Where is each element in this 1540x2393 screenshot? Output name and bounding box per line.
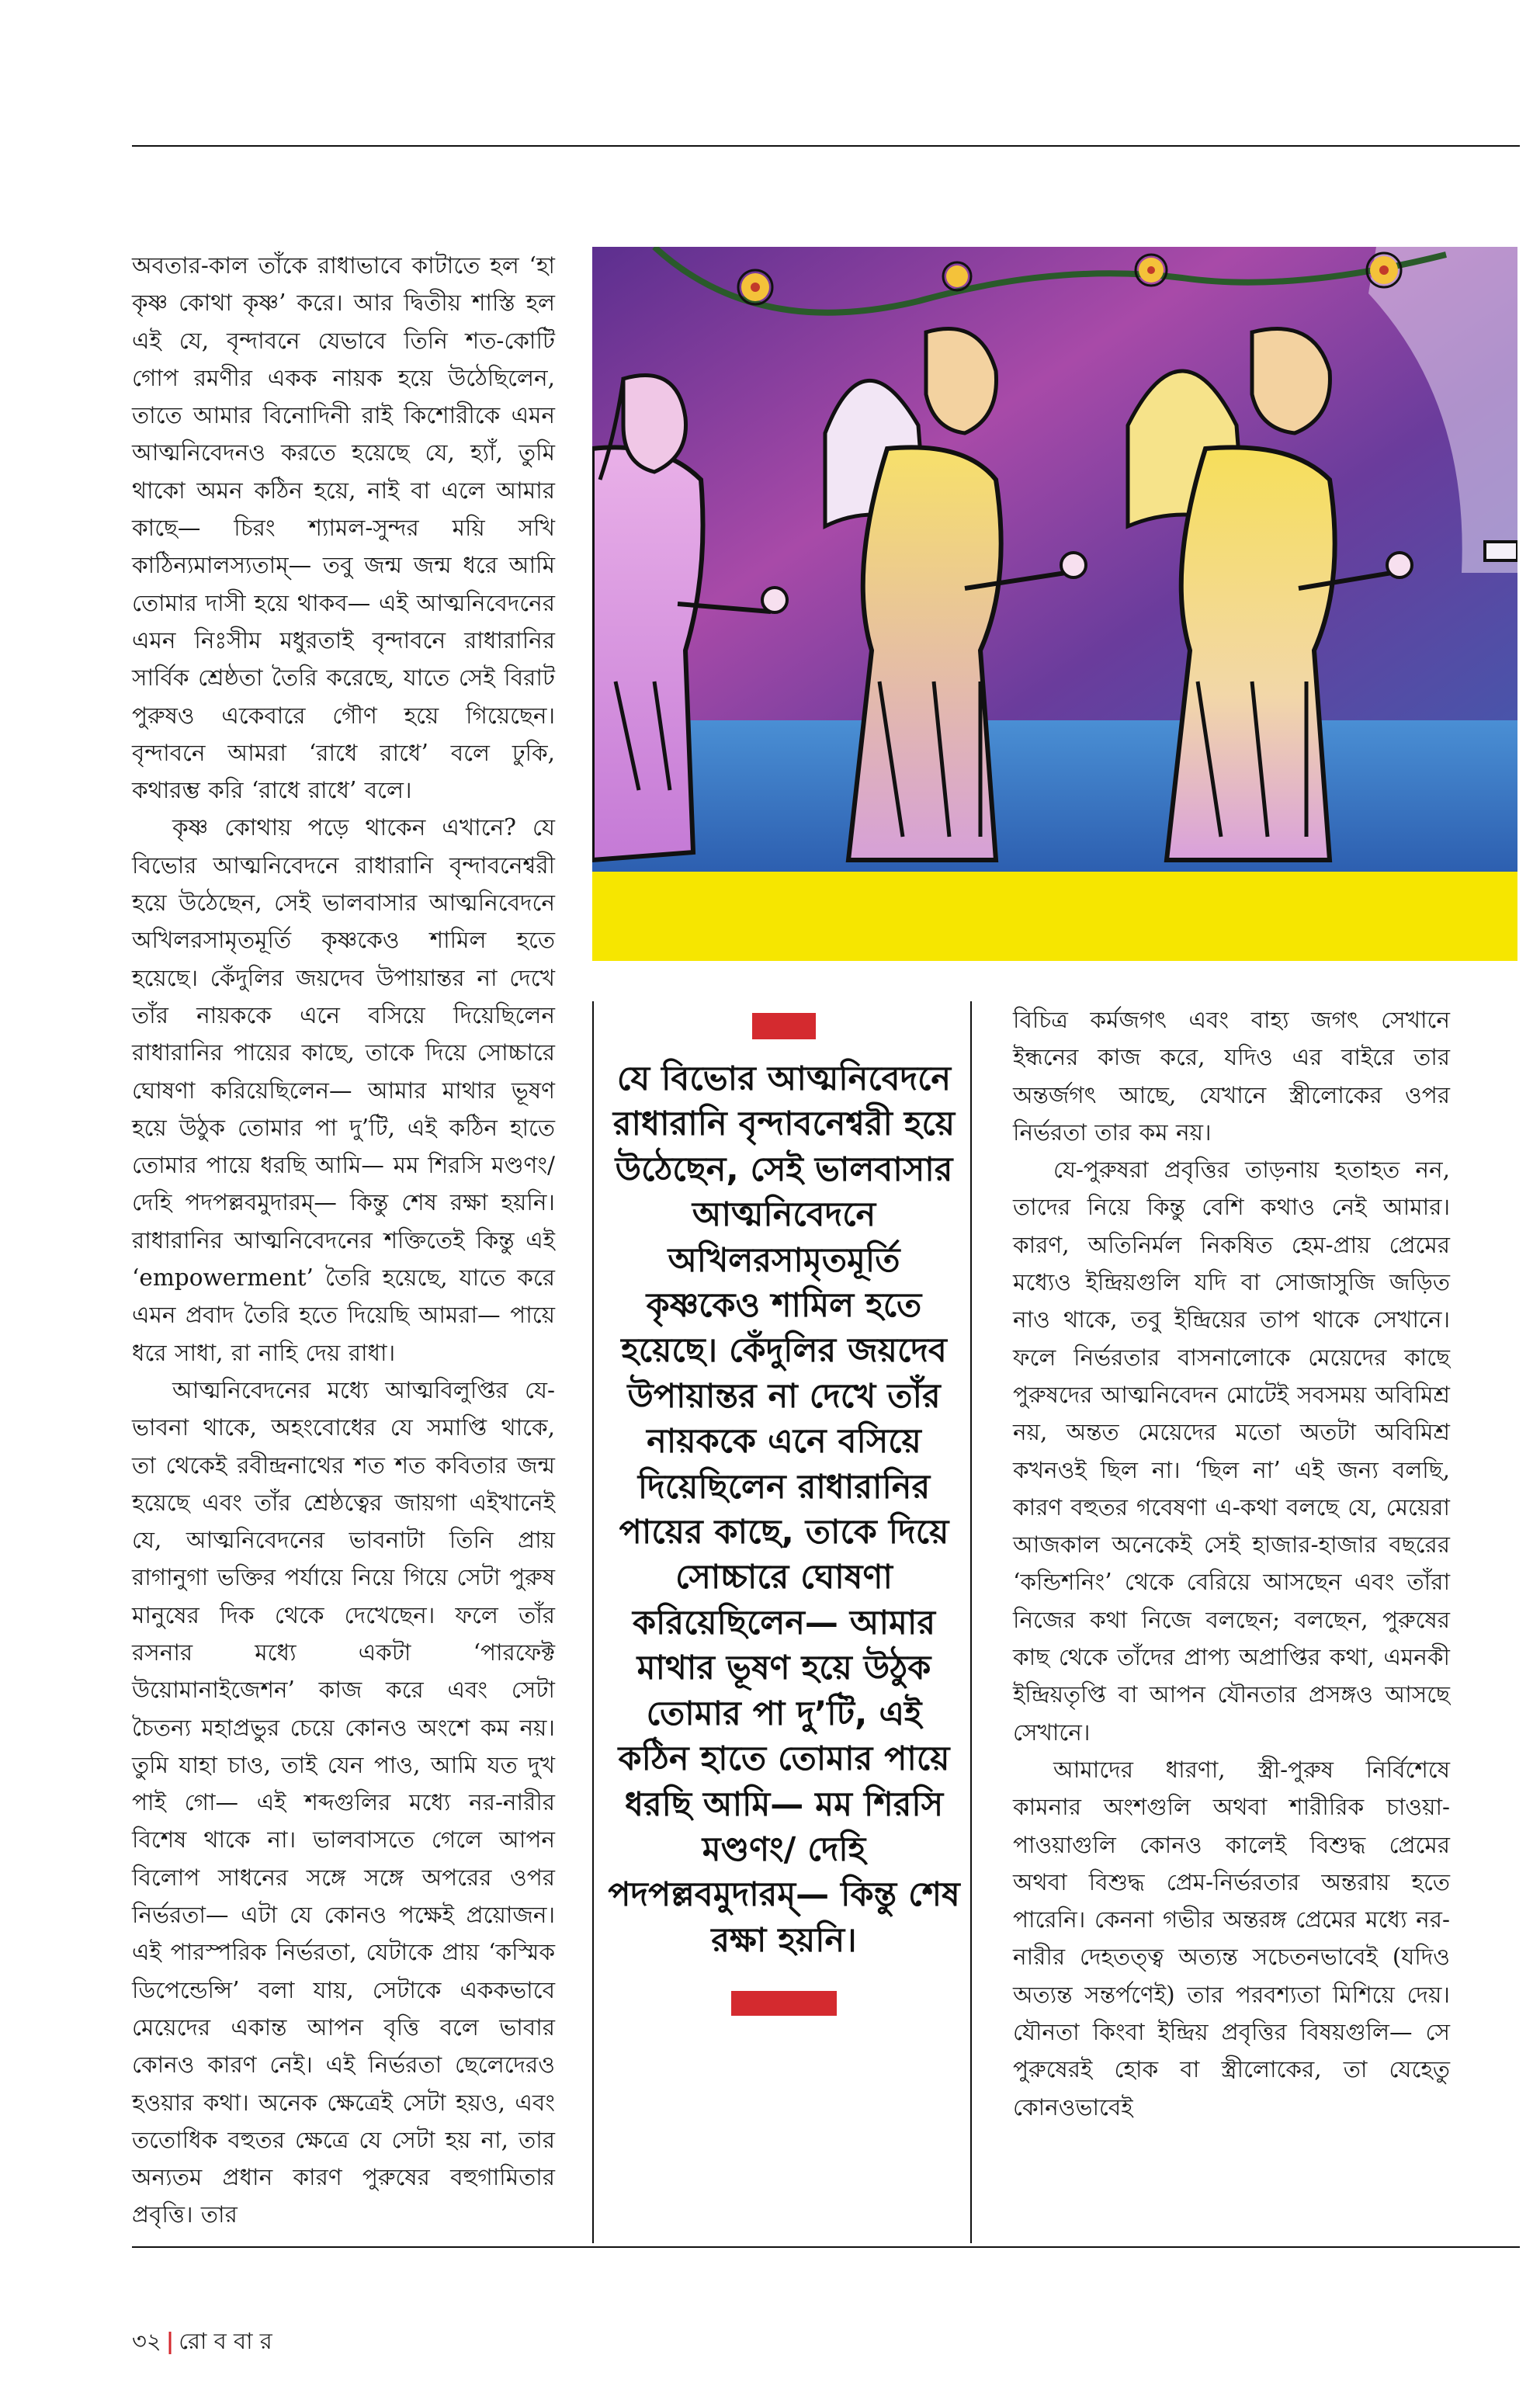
- paragraph: কৃষ্ণ কোথায় পড়ে থাকেন এখানে? যে বিভোর আত্মনিবেদনে রাধারানি বৃন্দাবনেশ্বরী হয়ে উঠেছেন, সেই ভালবাসার আত্মনিবেদনে অখিলরসামৃতমূর্তি কৃষ্ণকেও শামিল হতে হয়েছে। কেঁদুলির জয়দেব উপায়ান্তর না দেখে তাঁর নায়ককে এনে বসিয়ে দিয়েছিলেন রাধারানির পায়ের কাছে, তাকে দিয়ে সোচ্চারে ঘোষণা করিয়েছিলেন— আমার মাথার ভূষণ হয়ে উঠুক তোমার পা দু’টি, এই কঠিন হাতে তোমার পায়ে ধরছি আমি— মম শিরসি মণ্ডণং/ দেহি পদপল্লবমুদারম্— কিন্তু শেষ রক্ষা হয়নি। রাধারানির আত্মনিবেদনের শক্তিতেই কিন্তু এই ‘empowerment’ তৈরি হয়েছে, যাতে করে এমন প্রবাদ তৈরি হতে দিয়েছি আমরা— পায়ে ধরে সাধা, রা নাহি দেয় রাধা।: [132, 814, 555, 1366]
- yellow-banner: [592, 872, 1517, 961]
- flower-icon: [943, 262, 971, 290]
- painting-ground: [592, 720, 1517, 872]
- flower-icon: [738, 270, 772, 304]
- footer-separator: |: [165, 2328, 175, 2354]
- flower-icon: [1367, 253, 1401, 287]
- column-rule-right: [970, 1001, 972, 2243]
- paragraph: আত্মনিবেদনের মধ্যে আত্মবিলুপ্তির যে-ভাবনা থাকে, অহংবোধের যে সমাপ্তি থাকে, তা থেকেই রবীন্দ্রনাথের শত শত কবিতার জন্ম হয়েছে এবং তাঁর শ্রেষ্ঠত্বের জায়গা এইখানেই যে, আত্মনিবেদনের ভাবনাটা তিনি প্রায় রাগানুগা ভক্তির পর্যায়ে নিয়ে গিয়ে সেটা পুরুষ মানুষের দিক থেকে দেখেছেন। ফলে তাঁর রসনার মধ্যে একটা ‘পারফেক্ট উয়োমানাইজেশন’ কাজ করে এবং সেটা চৈতন্য মহাপ্রভুর চেয়ে কোনও অংশে কম নয়। তুমি যাহা চাও, তাই যেন পাও, আমি যত দুখ পাই গো— এই শব্দগুলির মধ্যে নর-নারীর বিশেষ থাকে না। ভালবাসতে গেলে আপন বিলোপ সাধনের সঙ্গে সঙ্গে অপরের ওপর নির্ভরতা— এটা যে কোনও পক্ষেই প্রয়োজন। এই পারস্পরিক নির্ভরতা, যেটাকে প্রায় ‘কস্মিক ডিপেন্ডেন্সি’ বলা যায়, সেটাকে এককভাবে মেয়েদের একান্ত আপন বৃত্তি বলে ভাবার কোনও কারণ নেই। এই নির্ভরতা ছেলেদেরও হওয়ার কথা। অনেক ক্ষেত্রেই সেটা হয়ও, এবং ততোধিক বহুতর ক্ষেত্রে যে সেটা হয় না, তার অন্যতম প্রধান কারণ পুরুষের বহুগামিতার প্রবৃত্তি। তার: [132, 1376, 555, 2228]
- left-column: [132, 247, 555, 2234]
- column-rule-left: [592, 1001, 594, 2243]
- paragraph: যে-পুরুষরা প্রবৃত্তির তাড়নায় হতাহত নন, তাদের নিয়ে কিন্তু বেশি কথাও নেই আমার। কারণ, অতিনির্মল নিকষিত হেম-প্রায় প্রেমের মধ্যেও ইন্দ্রিয়গুলি যদি বা সোজাসুজি জড়িত নাও থাকে, তবু ইন্দ্রিয়ের তাপ থাকে সেখানে। ফলে নির্ভরতার বাসনালোকে মেয়েদের কাছে পুরুষদের আত্মনিবেদন মোটেই সবসময় অবিমিশ্র নয়, অন্তত মেয়েদের মতো অতটা অবিমিশ্র কখনওই ছিল না। ‘ছিল না’ এই জন্য বলছি, কারণ বহুতর গবেষণা এ-কথা বলছে যে, মেয়েরা আজকাল অনেকেই সেই হাজার-হাজার বছরের ‘কন্ডিশনিং’ থেকে বেরিয়ে আসছেন এবং তাঁরা নিজের কথা নিজে বলছেন; বলছেন, পুরুষের কাছ থেকে তাঁদের প্রাপ্য অপ্রাপ্তির কথা, এমনকী ইন্দ্রিয়তৃপ্তি বা আপন যৌনতার প্রসঙ্গও আসছে সেখানে।: [1013, 1157, 1450, 1746]
- flower-icon: [1136, 255, 1167, 286]
- top-rule: [132, 145, 1520, 147]
- pull-quote-bottom-bar: [731, 1991, 837, 2016]
- bottom-rule: [132, 2246, 1520, 2248]
- paragraph: অবতার-কাল তাঁকে রাধাভাবে কাটাতে হল ‘হা কৃষ্ণ কোথা কৃষ্ণ’ করে। আর দ্বিতীয় শাস্তি হল এই যে, বৃন্দাবনে যেভাবে তিনি শত-কোটি গোপ রমণীর একক নায়ক হয়ে উঠেছিলেন, তাতে আমার বিনোদিনী রাই কিশোরীকে এমন আত্মনিবেদনও করতে হয়েছে যে, হ্যাঁ, তুমি থাকো অমন কঠিন হয়ে, নাই বা এলে আমার কাছে— চিরং শ্যামল-সুন্দর ময়ি সখি কাঠিন্যমালস্যতাম্— তবু জন্ম জন্ম ধরে আমি তোমার দাসী হয়ে থাকব— এই আত্মনিবেদনের এমন নিঃসীম মধুরতাই বৃন্দাবনে রাধারানির সার্বিক শ্রেষ্ঠতা তৈরি করেছে, যাতে সেই বিরাট পুরুষও একেবারে গৌণ হয়ে গিয়েছেন। বৃন্দাবনে আমরা ‘রাধে রাধে’ বলে ঢুকি, কথারম্ভ করি ‘রাধে রাধে’ বলে।: [132, 252, 555, 804]
- pull-quote-block: [605, 1013, 962, 2016]
- pull-quote-top-bar: [752, 1013, 816, 1039]
- page-footer: [132, 2325, 272, 2357]
- right-column: [1013, 1001, 1450, 2126]
- paragraph: আমাদের ধারণা, স্ত্রী-পুরুষ নির্বিশেষে কামনার অংশগুলি অথবা শারীরিক চাওয়া-পাওয়াগুলি কোনও কালেই বিশুদ্ধ প্রেমের অথবা বিশুদ্ধ প্রেম-নির্ভরতার অন্তরায় হতে পারেনি। কেননা গভীর অন্তরঙ্গ প্রেমের মধ্যে নর-নারীর দেহতত্ত্ব অত্যন্ত সচেতনভাবেই (যদিও অত্যন্ত সন্তর্পণেই) তার পরবশ্যতা মিশিয়ে দেয়। যৌনতা কিংবা ইন্দ্রিয় প্রবৃত্তির বিষয়গুলি— সে পুরুষেরই হোক বা স্ত্রীলোকের, তা যেহেতু কোনওভাবেই: [1013, 1756, 1450, 2121]
- paragraph: বিচিত্র কর্মজগৎ এবং বাহ্য জগৎ সেখানে ইন্ধনের কাজ করে, যদিও এর বাইরে তার অন্তর্জগৎ আছে, যেখানে স্ত্রীলোকের ওপর নির্ভরতা তার কম নয়।: [1013, 1007, 1450, 1146]
- page-number: ৩২: [132, 2328, 161, 2354]
- pull-quote: যে বিভোর আত্মনিবেদনে রাধারানি বৃন্দাবনেশ্বরী হয়ে উঠেছেন, সেই ভালবাসার আত্মনিবেদনে অখিলরসামৃতমূর্তি কৃষ্ণকেও শামিল হতে হয়েছে। কেঁদুলির জয়দেব উপায়ান্তর না দেখে তাঁর নায়ককে এনে বসিয়ে দিয়েছিলেন রাধারানির পায়ের কাছে, তাকে দিয়ে সোচ্চারে ঘোষণা করিয়েছিলেন— আমার মাথার ভূষণ হয়ে উঠুক তোমার পা দু’টি, এই কঠিন হাতে তোমার পায়ে ধরছি আমি— মম শিরসি মণ্ডণং/ দেহি পদপল্লবমুদারম্— কিন্তু শেষ রক্ষা হয়নি।: [608, 1060, 960, 1960]
- illustration: [592, 247, 1517, 961]
- magazine-name: রো ব বা র: [179, 2328, 272, 2354]
